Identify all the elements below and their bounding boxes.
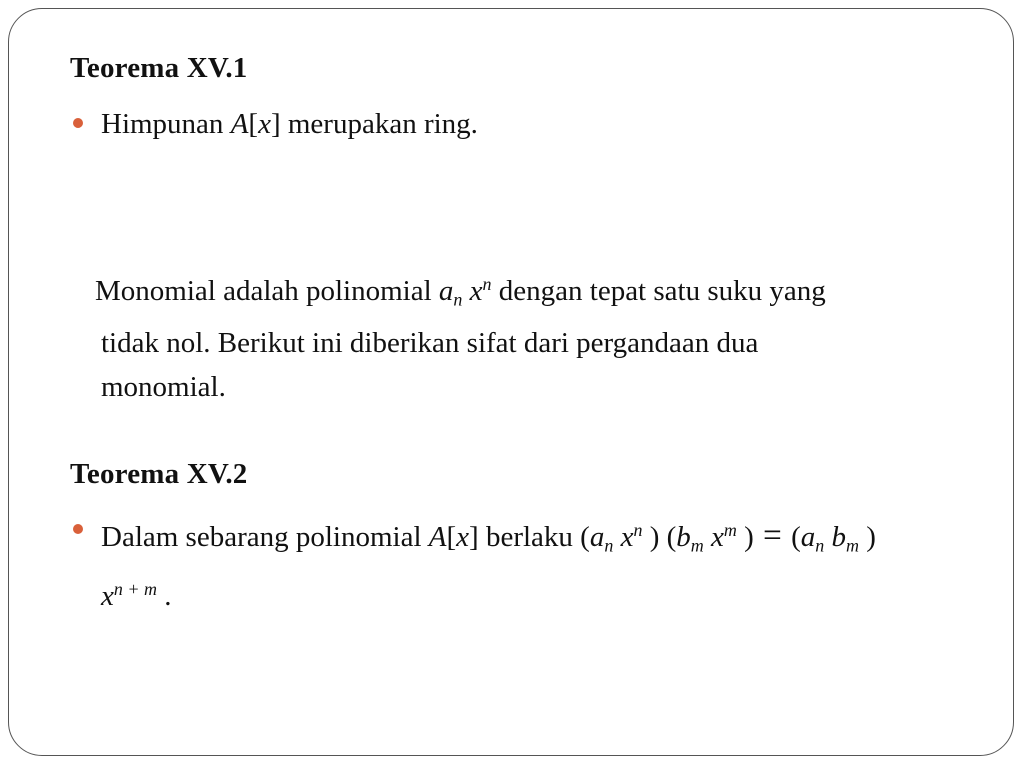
bullet-dot-icon	[73, 118, 83, 128]
theorem-2-title: Teorema XV.2	[70, 458, 248, 490]
theorem-2-bullet	[70, 508, 970, 618]
paragraph-line-3: monomial.	[101, 371, 226, 404]
bullet-dot-icon	[73, 524, 83, 534]
monomial-paragraph	[95, 262, 955, 409]
theorem-1-bullet	[70, 102, 970, 146]
theorem-2-statement: Dalam sebarang polinomial A[x] berlaku ($a_n$ $x^n$ ) ($b_m$ $x^m$ ) = ($a_n$ $b_m$ ) $x^{n + m}$ .	[101, 516, 876, 613]
paragraph-line-2: tidak nol. Berikut ini diberikan sifat dari pergandaan dua	[101, 327, 759, 360]
theorem-1-statement: Himpunan A[x] merupakan ring.	[101, 108, 478, 140]
theorem-1-title: Teorema XV.1	[70, 52, 248, 84]
paragraph-line-1: Monomial adalah polinomial $a_n$ $x^n$ dengan tepat satu suku yang	[95, 274, 826, 310]
